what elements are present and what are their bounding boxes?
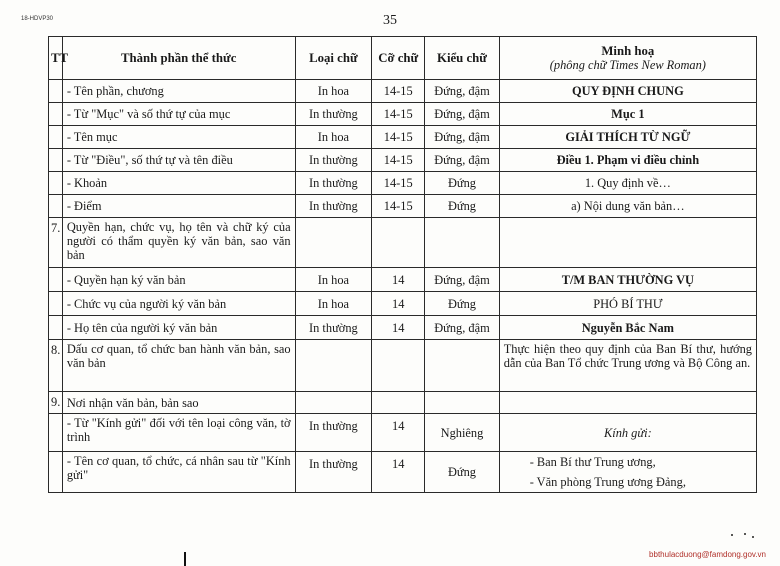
recipient-line: - Ban Bí thư Trung ương, — [529, 455, 656, 469]
row-style: Đứng, đậm — [425, 316, 499, 340]
row-size: 14 — [372, 452, 425, 493]
row-part: Nơi nhận văn bản, bản sao — [62, 392, 295, 414]
row-example: Thực hiện theo quy định của Ban Bí thư, hướng dẫn của Ban Tổ chức Trung ương và Bộ Công an. — [499, 340, 756, 392]
row-size: 14 — [372, 316, 425, 340]
row-example: Mục 1 — [499, 103, 756, 126]
row-style: Đứng — [425, 452, 499, 493]
row-type: In thường — [295, 195, 372, 218]
table-row — [49, 172, 757, 195]
row-style: Đứng, đậm — [425, 80, 499, 103]
row-example: PHÓ BÍ THƯ — [499, 292, 756, 316]
table-row — [49, 149, 757, 172]
row-type: In thường — [295, 452, 372, 493]
row-type: In hoa — [295, 80, 372, 103]
header-tt: TT — [49, 37, 63, 80]
page-number: 35 — [383, 13, 397, 28]
row-example: Kính gửi: — [499, 414, 756, 452]
row-style: Đứng, đậm — [425, 126, 499, 149]
header-type: Loại chữ — [295, 37, 372, 80]
row-number: 8. — [49, 340, 63, 392]
header-illustration-title: Minh hoạ — [601, 44, 655, 58]
header-size: Cỡ chữ — [372, 37, 425, 80]
row-part: - Điểm — [62, 195, 295, 218]
row-part: Quyền hạn, chức vụ, họ tên và chữ ký của người có thẩm quyền ký văn bản, sao văn bản — [62, 218, 295, 268]
row-example: Nguyễn Bắc Nam — [499, 316, 756, 340]
row-style: Nghiêng — [425, 414, 499, 452]
row-style: Đứng, đậm — [425, 149, 499, 172]
row-part: - Tên phần, chương — [62, 80, 295, 103]
row-example: a) Nội dung văn bản… — [499, 195, 756, 218]
row-example: T/M BAN THƯỜNG VỤ — [499, 268, 756, 292]
table-row — [49, 292, 757, 316]
row-type: In hoa — [295, 292, 372, 316]
row-part: - Từ "Điều", số thứ tự và tên điều — [62, 149, 295, 172]
scan-speck — [752, 536, 754, 538]
row-size: 14-15 — [372, 80, 425, 103]
row-type: In hoa — [295, 126, 372, 149]
row-example: Điều 1. Phạm vi điều chỉnh — [499, 149, 756, 172]
row-part: - Tên mục — [62, 126, 295, 149]
table-row — [49, 414, 757, 452]
row-type: In thường — [295, 316, 372, 340]
table-header-row — [49, 37, 757, 80]
row-size: 14 — [372, 414, 425, 452]
row-size: 14-15 — [372, 172, 425, 195]
row-part: - Chức vụ của người ký văn bản — [62, 292, 295, 316]
row-example: 1. Quy định về… — [499, 172, 756, 195]
table-row — [49, 268, 757, 292]
table-row — [49, 340, 757, 392]
recipient-line: - Văn phòng Trung ương Đảng, — [529, 475, 686, 489]
row-size: 14-15 — [372, 103, 425, 126]
row-number: 9. — [49, 392, 63, 414]
format-spec-table — [48, 36, 757, 493]
row-size: 14 — [372, 292, 425, 316]
scan-artifact-mark — [184, 552, 186, 566]
row-style: Đứng — [425, 172, 499, 195]
row-size: 14-15 — [372, 195, 425, 218]
header-illustration-subtitle: (phông chữ Times New Roman) — [549, 58, 706, 72]
header-illustration — [499, 37, 756, 80]
header-style: Kiểu chữ — [425, 37, 499, 80]
table-row — [49, 195, 757, 218]
table-row — [49, 80, 757, 103]
row-type: In thường — [295, 414, 372, 452]
row-part: Dấu cơ quan, tổ chức ban hành văn bản, sao văn bản — [62, 340, 295, 392]
scan-speck — [744, 533, 746, 535]
document-code: 18-HDVP30 — [21, 16, 54, 22]
row-style: Đứng — [425, 195, 499, 218]
row-part: - Khoản — [62, 172, 295, 195]
row-part: - Tên cơ quan, tổ chức, cá nhân sau từ "Kính gửi" — [62, 452, 295, 493]
row-type: In hoa — [295, 268, 372, 292]
row-type: In thường — [295, 103, 372, 126]
row-size: 14-15 — [372, 149, 425, 172]
table-row — [49, 103, 757, 126]
row-number: 7. — [49, 218, 63, 268]
row-example: GIẢI THÍCH TỪ NGỮ — [499, 126, 756, 149]
scan-speck — [731, 534, 733, 536]
row-style: Đứng — [425, 292, 499, 316]
table-row — [49, 392, 757, 414]
row-part: - Họ tên của người ký văn bản — [62, 316, 295, 340]
table-row — [49, 316, 757, 340]
row-example: QUY ĐỊNH CHUNG — [499, 80, 756, 103]
row-style: Đứng, đậm — [425, 103, 499, 126]
header-part: Thành phần thể thức — [62, 37, 295, 80]
table-row — [49, 452, 757, 493]
row-part: - Từ "Mục" và số thứ tự của mục — [62, 103, 295, 126]
row-example-list — [499, 452, 756, 493]
row-part: - Quyền hạn ký văn bản — [62, 268, 295, 292]
table-row — [49, 218, 757, 268]
row-style: Đứng, đậm — [425, 268, 499, 292]
row-size: 14-15 — [372, 126, 425, 149]
row-type: In thường — [295, 172, 372, 195]
row-part: - Từ "Kính gửi" đối với tên loại công văn, tờ trình — [62, 414, 295, 452]
source-url: bbthulacduong@famdong.gov.vn — [649, 550, 766, 559]
table-row — [49, 126, 757, 149]
row-size: 14 — [372, 268, 425, 292]
row-type: In thường — [295, 149, 372, 172]
